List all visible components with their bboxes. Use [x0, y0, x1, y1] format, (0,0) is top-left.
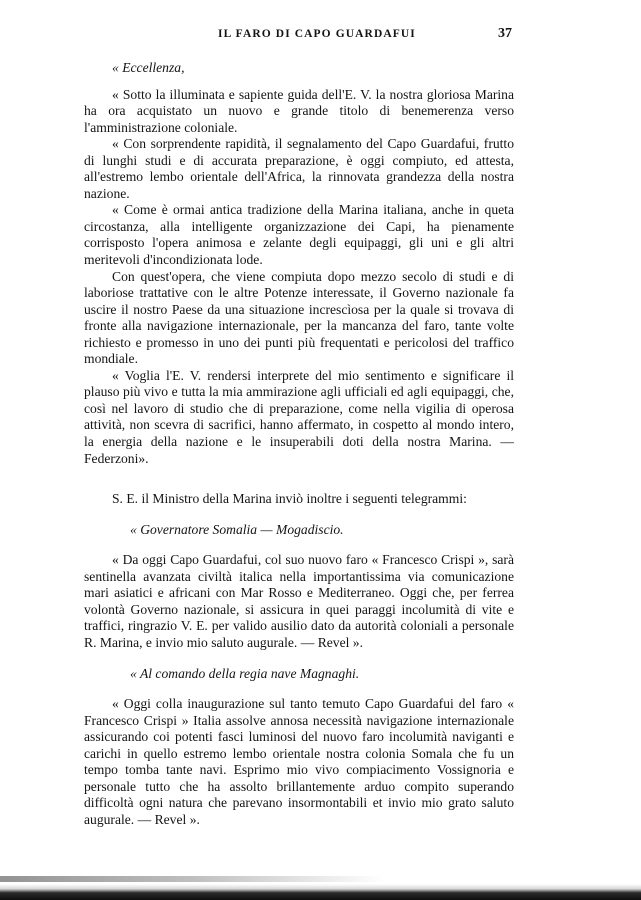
telegram-address-governatore: « Governatore Somalia — Mogadiscio. — [130, 521, 344, 537]
paragraph-voglia: « Voglia l'E. V. rendersi interprete del mio sentimento e significare il plauso più vivo e tutta la mia ammirazione agli ufficiali ed agli equipaggi, che, così nel lavoro di studio che di preparazione, come nella vigilia di operosa attività, non scevra di sacrifici, hanno affermato, in cospetto al mondo intero, la energia della nazione e le insuperabili doti della nostra Marina. — Federzoni». — [84, 367, 514, 466]
telegram-governatore-body: « Da oggi Capo Guardafui, col suo nuovo faro « Francesco Crispi », sarà sentinella avanzata civiltà italica nella importantissima via comunicazione mari asiatici e africani con Mar Rosso e Mediterraneo. Oggi che, per ferrea volontà Governo nazionale, si assicura in quei paraggi incolumità di vite e traffici, ringrazio V. E. per valido ausilio dato da autorità coloniali a personale R. Marina, e invio mio saluto augurale. — Revel ». — [84, 552, 514, 650]
page-header — [0, 26, 641, 46]
telegram-magnaghi-body: « Oggi colla inaugurazione sul tanto temuto Capo Guardafui del faro « Francesco Crispi » Italia assolve annosa necessità navigazione internazionale assicurando coi potenti fasci luminosi del nuovo faro incolumità naviganti e carichi in quello estremo lembo orientale nostra colonia Somala che fu un tempo tomba tante navi. Esprimo mio vivo compiacimento Vossignoria e personale tutto che ha assolto brillantemente arduo compito superando difficoltà ogni natura che parevano insormontabili et invio mio grato saluto augurale. — Revel ». — [84, 696, 514, 827]
narration-ministro: S. E. il Ministro della Marina inviò inoltre i seguenti telegrammi: — [112, 491, 467, 507]
telegram-address-magnaghi: « Al comando della regia nave Magnaghi. — [130, 665, 360, 681]
salutation-eccellenza: « Eccellenza, — [112, 60, 185, 75]
page-body — [84, 60, 514, 828]
paragraph-con-questopera: Con quest'opera, che viene compiuta dopo mezzo secolo di studi e di laboriose trattative con le altre Potenze interessate, il Governo nazionale fa uscire il nostro Paese da una situazione increscìosa per la quale si trovava di fronte alla navigazione internazionale, per la mancanza del faro, tante volte richiesto e promesso in uno dei punti più frequentati e pericolosi del traffico mondiale. — [84, 268, 514, 367]
paragraph-con-sorprendente: « Con sorprendente rapidità, il segnalamento del Capo Guardafui, frutto di lunghi studi e di accurata preparazione, è oggi compiuto, ed attesta, all'estremo lembo orientale dell'Africa, la rinnovata grandezza della nostra nazione. — [84, 136, 514, 201]
paragraph-come-e-ormai: « Come è ormai antica tradizione della Marina italiana, anche in queta circostanza, alla intelligente organizzazione dei Capi, ha pienamente corrisposto l'opera animosa e zelante degli equipaggi, gli uni e gli altri meritevoli d'incondizionata lode. — [84, 202, 514, 268]
scan-bottom-edge — [0, 884, 641, 900]
scan-edge-streak — [0, 876, 641, 882]
paragraph-sotto-la-illuminata: « Sotto la illuminata e sapiente guida dell'E. V. la nostra gloriosa Marina ha ora acquistato un nuovo e grande titolo di benemerenza verso l'amministrazione coloniale. — [84, 86, 514, 135]
page-number: 37 — [498, 26, 512, 41]
running-title: IL FARO DI CAPO GUARDAFUI — [218, 28, 416, 40]
